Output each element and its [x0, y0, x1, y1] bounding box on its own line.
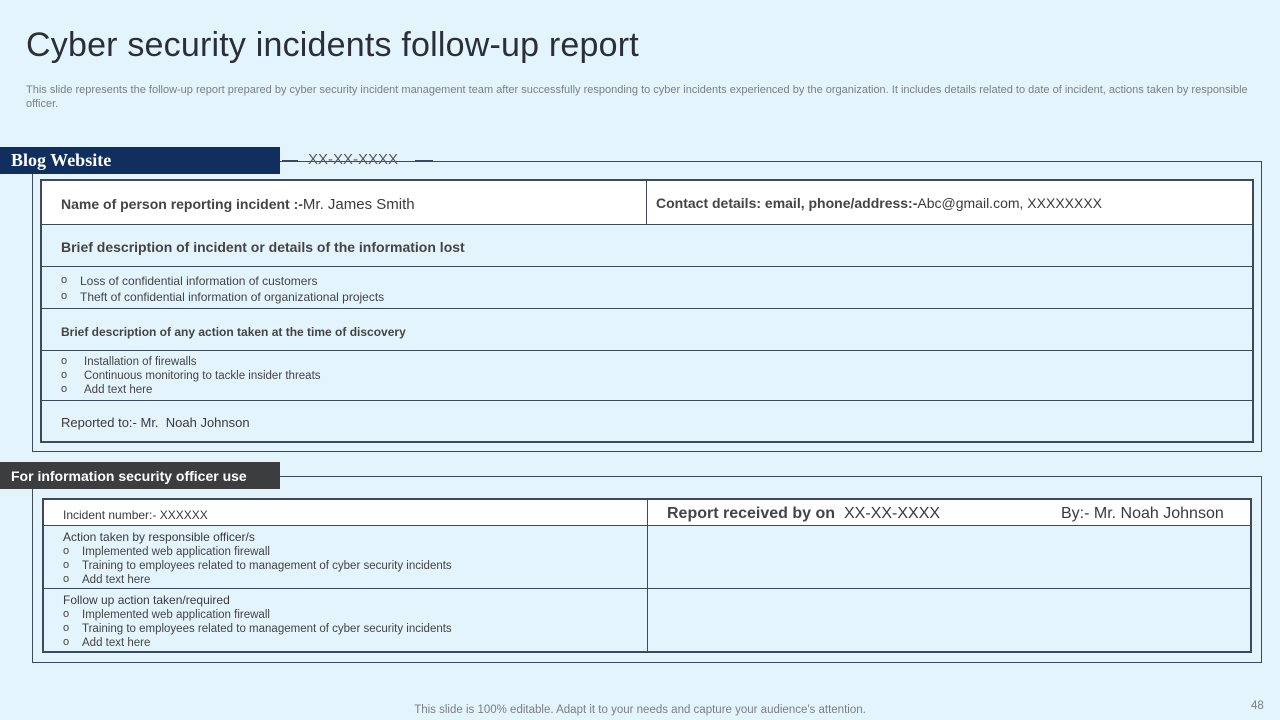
list-item: o Implemented web application firewall — [63, 545, 647, 559]
followup-notes-cell — [647, 588, 1251, 653]
blog-section-tab: Blog Website — [0, 147, 280, 174]
page-title: Cyber security incidents follow-up report — [26, 26, 639, 64]
received-date: XX-XX-XXXX — [844, 505, 941, 522]
list-item: o Add text here — [61, 383, 1252, 397]
reporter-value: Mr. James Smith — [302, 196, 415, 213]
list-item: o Implemented web application firewall — [63, 608, 647, 622]
list-item: o Training to employees related to management of cyber security incidents — [63, 622, 647, 636]
list-item: o Continuous monitoring to tackle insider threats — [61, 369, 1252, 383]
officer-section-tab: For information security officer use — [0, 462, 280, 489]
action-heading-cell — [41, 308, 1253, 351]
list-item: o Theft of confidential information of organizational projects — [61, 289, 1252, 305]
contact-label: Contact details: email, phone/address:- — [656, 195, 918, 211]
reported-to-cell — [41, 400, 1253, 443]
officer-action-cell — [43, 525, 648, 589]
action-list — [61, 355, 1252, 397]
officer-action-heading: Action taken by responsible officer/s — [63, 530, 255, 544]
officer-action-notes-cell — [647, 525, 1251, 589]
followup-cell — [43, 588, 648, 653]
received-label: Report received by on — [667, 505, 836, 522]
list-item: o Add text here — [63, 636, 647, 650]
reported-to: Reported to:- Mr. Noah Johnson — [61, 415, 250, 430]
info-lost-list — [61, 273, 1252, 305]
contact-value: Abc@gmail.com, XXXXXXXX — [917, 195, 1103, 211]
contact-cell — [646, 180, 1253, 225]
page-number: 48 — [1251, 700, 1264, 712]
report-date: XX-XX-XXXX — [308, 151, 399, 168]
divider — [415, 160, 433, 161]
received-cell — [647, 499, 1251, 526]
info-lost-heading: Brief description of incident or details of the information lost — [61, 239, 465, 255]
reporter-cell — [41, 180, 647, 225]
info-lost-list-cell — [41, 266, 1253, 309]
incident-number: Incident number:- XXXXXX — [63, 508, 208, 522]
footer-note: This slide is 100% editable. Adapt it to your needs and capture your audience's attention. — [414, 704, 866, 716]
officer-action-list — [63, 545, 647, 587]
incident-number-cell — [43, 499, 648, 526]
followup-heading: Follow up action taken/required — [63, 593, 230, 607]
action-list-cell — [41, 350, 1253, 401]
received-by: By:- Mr. Noah Johnson — [1061, 505, 1224, 522]
reporter-label: Name of person reporting incident :- — [61, 196, 303, 212]
action-heading: Brief description of any action taken at the time of discovery — [61, 325, 406, 339]
list-item: o Installation of firewalls — [61, 355, 1252, 369]
list-item: o Add text here — [63, 573, 647, 587]
info-lost-heading-cell — [41, 224, 1253, 267]
divider — [282, 160, 298, 161]
list-item: o Loss of confidential information of customers — [61, 273, 1252, 289]
page-subtitle: This slide represents the follow-up report prepared by cyber security incident management team after successfully responding to cyber incidents experienced by the organization. It includes details related to date of incident, actions taken by responsible officer. — [26, 84, 1248, 110]
list-item: o Training to employees related to management of cyber security incidents — [63, 559, 647, 573]
followup-list — [63, 608, 647, 650]
